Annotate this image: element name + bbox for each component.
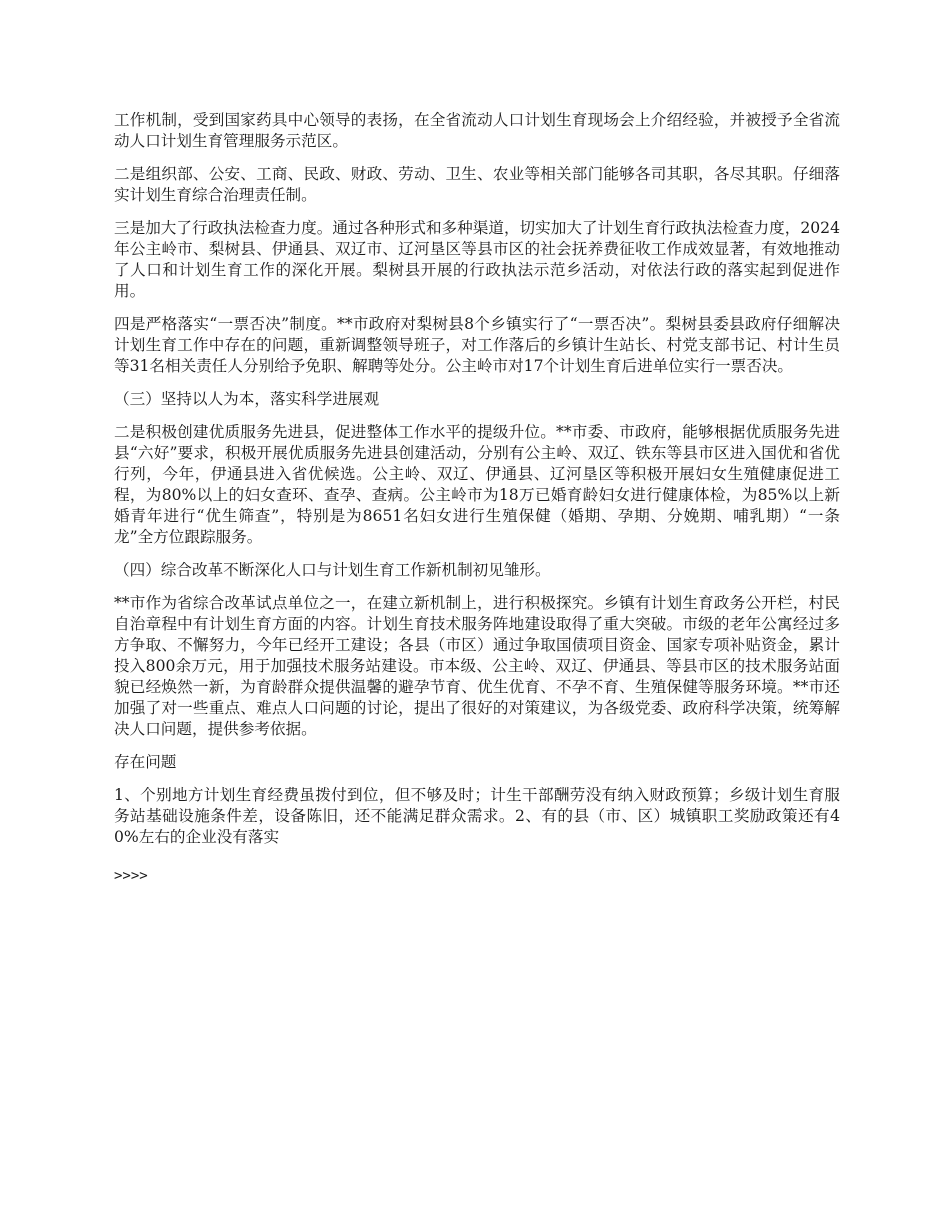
section-heading-reform: （四）综合改革不断深化人口与计划生育工作新机制初见雏形。 (114, 561, 551, 579)
continuation-marker: >>>> (114, 868, 148, 884)
document-page (114, 110, 840, 899)
paragraph-one-vote-veto: 四是严格落实“一票否决”制度。**市政府对梨树县8个乡镇实行了“一票否决”。梨树县委县政府仔细解决计划生育工作中存在的问题，重新调整领导班子，对工作落后的乡镇计生站长、村党支部书记、村计生员等31名相关责任人分别给予免职、解聘等处分。公主岭市对17个计划生育后进单位实行一票否决。 (114, 315, 840, 375)
paragraph-law-enforcement: 三是加大了行政执法检查力度。通过各种形式和多种渠道，切实加大了计划生育行政执法检查力度，2024年公主岭市、梨树县、伊通县、双辽市、辽河垦区等县市区的社会抚养费征收工作成效显著，有效地推动了人口和计划生育工作的深化开展。梨树县开展的行政执法示范乡活动，对依法行政的落实起到促进作用。 (114, 219, 840, 300)
section-heading-people-oriented: （三）坚持以人为本，落实科学进展观 (114, 390, 380, 408)
paragraph-quality-service: 二是积极创建优质服务先进县，促进整体工作水平的提级升位。**市委、市政府，能够根据优质服务先进县“六好”要求，积极开展优质服务先进县创建活动，分别有公主岭、双辽、铁东等县市区进入国优和省优行列，今年，伊通县进入省优候选。公主岭、双辽、伊通县、辽河垦区等积极开展妇女生殖健康促进工程，为80%以上的妇女查环、查孕、查病。公主岭市为18万已婚育龄妇女进行健康体检，为85%以上新婚青年进行“优生筛查”，特别是为8651名妇女进行生殖保健（婚期、孕期、分娩期、哺乳期）“一条龙”全方位跟踪服务。 (114, 423, 840, 546)
paragraph-departments: 二是组织部、公安、工商、民政、财政、劳动、卫生、农业等相关部门能够各司其职，各尽其职。仔细落实计划生育综合治理责任制。 (114, 165, 840, 204)
paragraph-problems-list: 1、个别地方计划生育经费虽拨付到位，但不够及时；计生干部酬劳没有纳入财政预算；乡级计划生育服务站基础设施条件差，设备陈旧，还不能满足群众需求。2、有的县（市、区）城镇职工奖励政策还有40%左右的企业没有落实 (114, 786, 840, 846)
section-heading-problems: 存在问题 (114, 753, 177, 771)
paragraph-reform-pilot: **市作为省综合改革试点单位之一，在建立新机制上，进行积极探究。乡镇有计划生育政务公开栏，村民自治章程中有计划生育方面的内容。计划生育技术服务阵地建设取得了重大突破。市级的老年公寓经过多方争取、不懈努力，今年已经开工建设；各县（市区）通过争取国债项目资金、国家专项补贴资金，累计投入800余万元，用于加强技术服务站建设。市本级、公主岭、双辽、伊通县、等县市区的技术服务站面貌已经焕然一新，为育龄群众提供温馨的避孕节育、优生优育、不孕不育、生殖保健等服务环境。**市还加强了对一些重点、难点人口问题的讨论，提出了很好的对策建议，为各级党委、政府科学决策，统筹解决人口问题，提供参考依据。 (114, 594, 840, 738)
paragraph-work-mechanism: 工作机制，受到国家药具中心领导的表扬，在全省流动人口计划生育现场会上介绍经验，并被授予全省流动人口计划生育管理服务示范区。 (114, 111, 840, 150)
